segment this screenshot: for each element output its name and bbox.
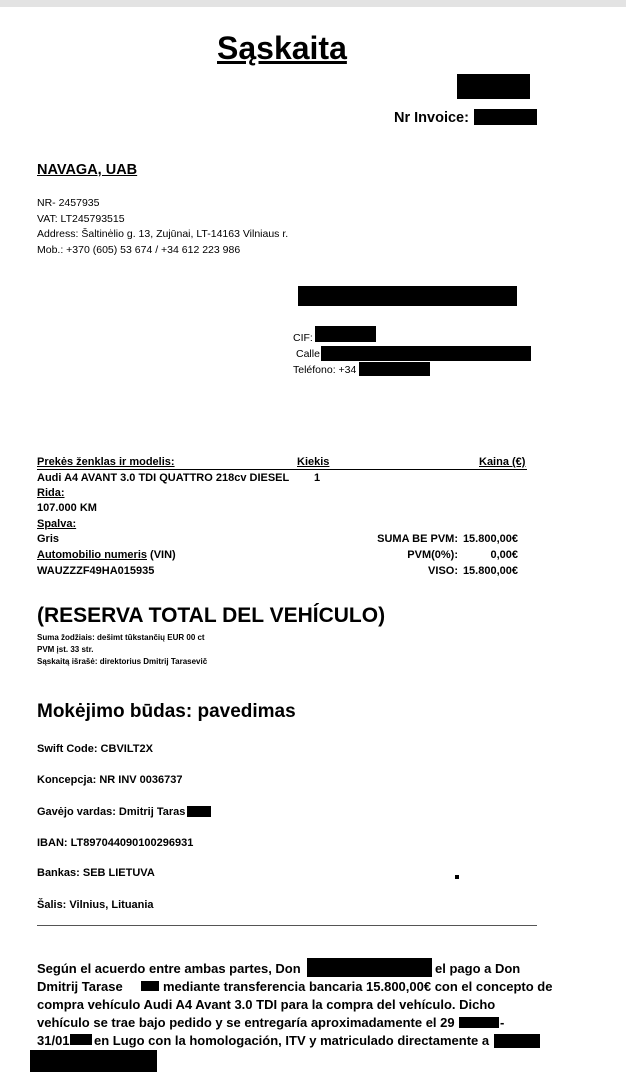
agreement-line-3: compra vehículo Audi A4 Avant 3.0 TDI para la compra del vehículo. Dicho: [37, 997, 496, 1012]
payment-divider: [37, 925, 537, 926]
redacted-invoice-number: [474, 109, 537, 125]
redacted-beneficiary-surname: [187, 806, 211, 817]
column-header-price: Kaina (€): [479, 456, 526, 468]
agreement-line-5b: en Lugo con la homologación, ITV y matriculado directamente a: [94, 1033, 490, 1048]
seller-address: Address: Šaltinėlio g. 13, Zujūnai, LT-14163 Vilniaus r.: [37, 228, 289, 240]
seller-name: NAVAGA, UAB: [37, 162, 138, 178]
swift-code: Swift Code: CBVILT2X: [37, 743, 153, 755]
column-header-model: Prekės ženklas ir modelis:: [37, 456, 175, 468]
payment-concept: Koncepcja: NR INV 0036737: [37, 774, 183, 786]
seller-vat: VAT: LT245793515: [37, 213, 125, 225]
redacted-recipient-end: [494, 1034, 540, 1048]
vat-article: PVM įst. 33 str.: [37, 645, 94, 654]
buyer-street-label: Calle: [296, 348, 320, 360]
plate-label-vin: (VIN): [147, 549, 176, 561]
buyer-phone-label: Teléfono: +34: [293, 364, 357, 376]
issued-by: Sąskaitą išrašė: direktorius Dmitrij Tarasevič: [37, 657, 208, 666]
redacted-buyer-cif: [315, 326, 376, 342]
plate-label-underlined: Automobilio numeris: [37, 549, 147, 561]
mileage-value: 107.000 KM: [37, 502, 97, 514]
color-label: Spalva:: [37, 518, 77, 530]
redacted-seller-surname-in-text: [141, 981, 159, 991]
agreement-line-4b: -: [500, 1015, 505, 1030]
column-header-quantity: Kiekis: [297, 456, 330, 468]
agreement-line-1a: Según el acuerdo entre ambas partes, Don: [37, 961, 301, 976]
redacted-buyer-name: [298, 286, 517, 306]
color-value: Gris: [37, 533, 60, 545]
beneficiary-name: Gavėjo vardas: Dmitrij Taras: [37, 806, 186, 818]
total-label: VISO:: [428, 565, 458, 577]
mileage-label: Rida:: [37, 487, 65, 499]
vat-value: 0,00€: [490, 549, 518, 561]
seller-nr: NR- 2457935: [37, 197, 100, 209]
total-value: 15.800,00€: [462, 565, 518, 577]
vehicle-model: Audi A4 AVANT 3.0 TDI QUATTRO 218cv DIESEL: [37, 472, 290, 484]
buyer-cif-label: CIF:: [293, 332, 313, 344]
agreement-line-2b: mediante transferencia bancaria 15.800,00€ con el concepto de: [163, 979, 553, 994]
agreement-line-5a: 31/01: [37, 1033, 70, 1048]
seller-phone: Mob.: +370 (605) 53 674 / +34 612 223 986: [37, 244, 241, 256]
stray-mark: [455, 875, 459, 879]
table-header-rule: [37, 469, 527, 470]
iban: IBAN: LT897044090100296931: [37, 837, 194, 849]
invoice-number-label: Nr Invoice:: [394, 110, 469, 126]
vin-value: WAUZZZF49HA015935: [37, 565, 155, 577]
redacted-delivery-date: [459, 1017, 499, 1028]
agreement-line-1b: el pago a Don: [435, 961, 521, 976]
redacted-buyer-in-text: [307, 958, 432, 977]
vat-label: PVM(0%):: [407, 549, 458, 561]
redacted-header-block: [457, 74, 530, 99]
subtotal-value: 15.800,00€: [462, 533, 518, 545]
payment-method-heading: Mokėjimo būdas: pavedimas: [37, 701, 296, 722]
country: Šalis: Vilnius, Lituania: [37, 899, 154, 911]
redacted-final-line: [30, 1050, 157, 1072]
subtotal-label: SUMA BE PVM:: [377, 533, 458, 545]
redacted-buyer-street: [321, 346, 531, 361]
sum-in-words: Suma žodžiais: dešimt tūkstančių EUR 00 ct: [37, 633, 205, 642]
redacted-delivery-month: [70, 1034, 92, 1045]
plate-label: [37, 549, 176, 562]
agreement-line-2a: Dmitrij Tarase: [37, 979, 123, 994]
document-title: Sąskaita: [217, 30, 347, 66]
bank-name: Bankas: SEB LIETUVA: [37, 867, 155, 879]
agreement-line-4a: vehículo se trae bajo pedido y se entregaría aproximadamente el 29: [37, 1015, 455, 1030]
reservation-heading: (RESERVA TOTAL DEL VEHÍCULO): [37, 604, 386, 627]
redacted-buyer-phone: [359, 362, 430, 376]
vehicle-quantity: 1: [314, 472, 321, 484]
top-border: [0, 0, 626, 7]
